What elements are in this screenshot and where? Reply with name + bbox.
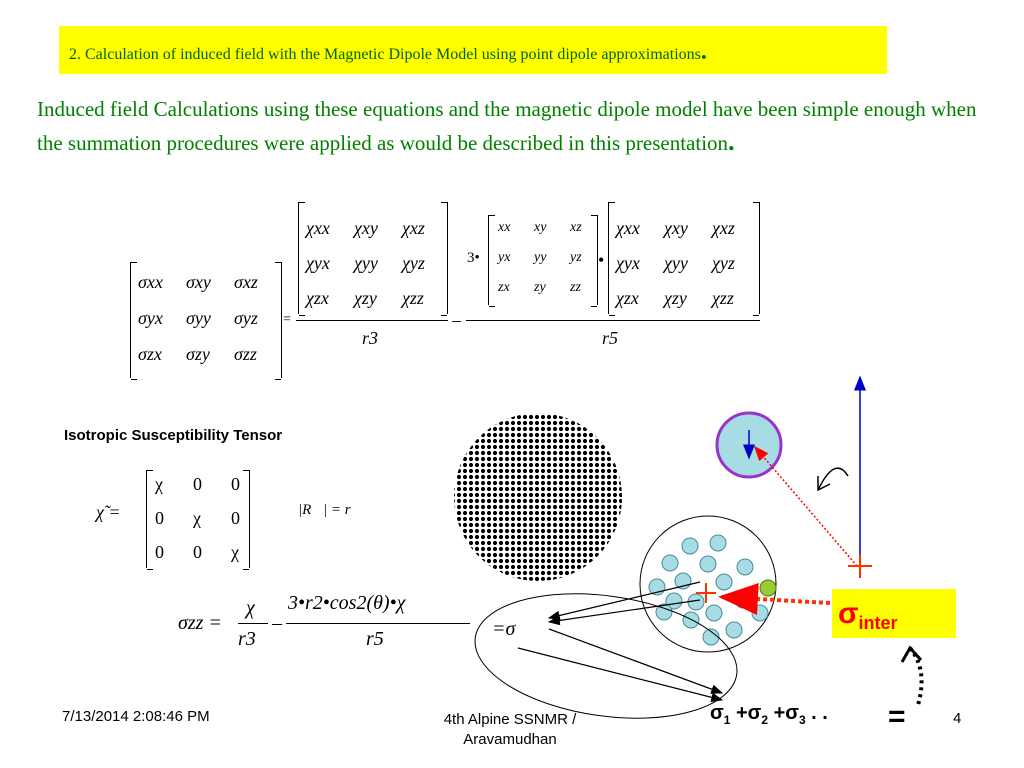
chi-cell: χzz: [712, 288, 734, 308]
r-cell: xy: [534, 220, 547, 235]
chi-tilde-lhs: χ̃ =: [96, 502, 121, 522]
sigma-zz-lhs: σzz =: [178, 612, 222, 634]
minus-sign: –: [452, 310, 461, 330]
sigma-cell: σzz: [234, 344, 257, 364]
chi-cell: χyx: [306, 253, 330, 273]
iso-cell: 0: [155, 508, 164, 528]
sigma-sum-tail: . .: [805, 702, 828, 724]
term2-numerator: 3•r2•cos2(θ)•χ: [288, 592, 406, 614]
sigma-cell: σzx: [138, 344, 162, 364]
equals-sign: =: [283, 312, 291, 327]
sigma-cell: σxx: [138, 272, 163, 292]
term1-numerator: χ: [246, 597, 255, 619]
sigma-term-sub: 1: [723, 713, 731, 727]
chi-cell: χxz: [712, 218, 735, 238]
r-cell: yz: [570, 250, 582, 265]
iso-cell: 0: [155, 542, 164, 562]
chi-cell: χxx: [306, 218, 330, 238]
sigma-inter-label: [838, 597, 898, 631]
chi-cell: χyy: [664, 253, 688, 273]
sigma-term-sub: 3: [798, 713, 806, 727]
sigma-cell: σyz: [234, 308, 258, 328]
r-cell: yy: [534, 250, 547, 265]
star-marker: [848, 555, 872, 578]
sigma-inter-symbol: σ: [838, 597, 859, 630]
r-cell: zy: [534, 280, 546, 295]
sigma-term-sub: 2: [761, 713, 768, 727]
norm-r: |R⃗| = r: [298, 502, 351, 518]
page-number: 4: [953, 710, 962, 727]
chi-cell: χzz: [402, 288, 424, 308]
iso-cell: 0: [231, 474, 240, 494]
chi-cell: χyz: [712, 253, 735, 273]
term2-denominator: r5: [366, 628, 384, 650]
term1-denominator: r3: [238, 628, 256, 650]
chi-cell: χxz: [402, 218, 425, 238]
chi-cell: χyz: [402, 253, 425, 273]
slide-title-text: 2. Calculation of induced field with the Magnetic Dipole Model using point dipole approximations: [69, 46, 701, 63]
r-cell: yx: [498, 250, 511, 265]
denominator-r3: r3: [362, 328, 379, 348]
sigma-cell: σxy: [186, 272, 211, 292]
r-cell: zx: [498, 280, 510, 295]
dot-operator: •: [598, 250, 605, 270]
intro-text: Induced field Calculations using these equations and the magnetic dipole model have been simple enough when the summation procedures were applied as would be described in this presentation: [37, 97, 977, 155]
sigma-cell: σyx: [138, 308, 163, 328]
probe-link-line: [755, 447, 857, 566]
iso-cell: χ: [231, 542, 239, 562]
chi-cell: χzx: [306, 288, 329, 308]
chi-cell: χyx: [616, 253, 640, 273]
footer-center-line1: 4th Alpine SSNMR /: [443, 711, 577, 728]
iso-cell: 0: [193, 474, 202, 494]
denominator-r5: r5: [602, 328, 619, 348]
sigma-cell: σyy: [186, 308, 211, 328]
chi-cell: χzx: [616, 288, 639, 308]
footer-center: [405, 710, 615, 750]
sigma-term: +σ: [773, 702, 799, 724]
r-cell: xz: [570, 220, 582, 235]
chi-cell: χxy: [354, 218, 378, 238]
slide-title-period: .: [700, 39, 707, 65]
sigma-cell: σzy: [186, 344, 210, 364]
isotropic-label: Isotropic Susceptibility Tensor: [64, 427, 283, 444]
iso-cell: 0: [231, 508, 240, 528]
rotation-arc: [818, 468, 848, 490]
sigma-cell: σxz: [234, 272, 258, 292]
chi-cell: χzy: [664, 288, 687, 308]
sigma-term: σ: [710, 702, 724, 724]
iso-cell: 0: [193, 542, 202, 562]
intro-period: .: [728, 127, 735, 156]
r-cell: xx: [498, 220, 511, 235]
sigma-inter-subscript: inter: [858, 613, 898, 633]
chi-cell: χyy: [354, 253, 378, 273]
r-cell: zz: [570, 280, 581, 295]
footer-center-line2: Aravamudhan: [463, 731, 557, 748]
factor-three: 3•: [467, 250, 480, 266]
iso-cell: χ: [155, 474, 163, 494]
hatched-sphere: [454, 413, 622, 581]
term-minus: –: [272, 612, 282, 634]
chi-cell: χxx: [616, 218, 640, 238]
sigma-sum: [710, 702, 828, 725]
iso-cell: χ: [193, 508, 201, 528]
footer-date: 7/13/2014 2:08:46 PM: [62, 708, 210, 725]
chi-cell: χxy: [664, 218, 688, 238]
green-atom: [760, 580, 776, 596]
equals-symbol: =: [888, 700, 906, 733]
chi-cell: χzy: [354, 288, 377, 308]
sigma-result: =σ: [492, 618, 516, 640]
sigma-term: +σ: [735, 702, 762, 724]
